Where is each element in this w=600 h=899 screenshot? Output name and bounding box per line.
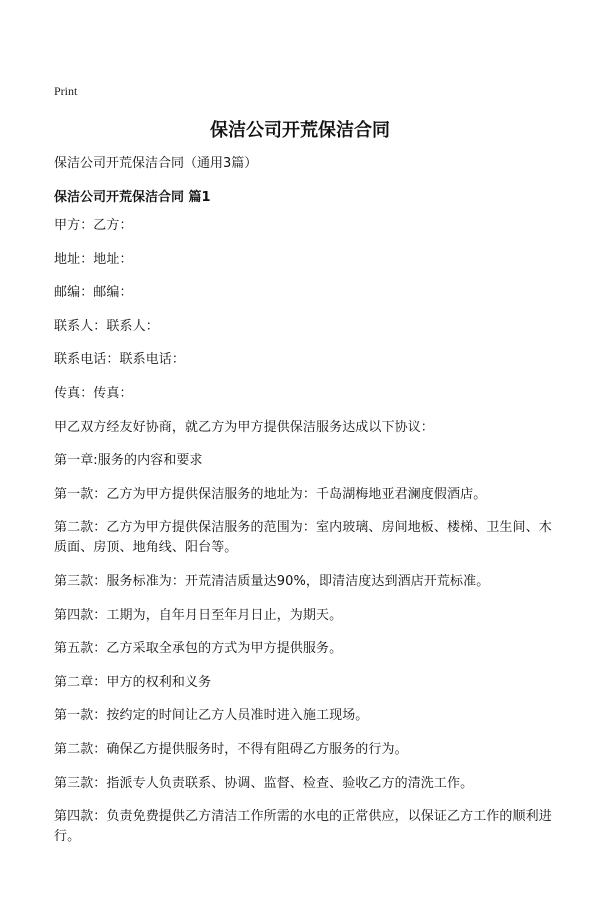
chapter-1-heading: 第一章:服务的内容和要求 [54,453,203,469]
chapter-2-clause-1: 第一款：按约定的时间让乙方人员准时进入施工现场。 [54,708,369,724]
chapter-1-clause-3: 第三款：服务标准为：开荒清洁质量达90%，即清洁度达到酒店开荒标准。 [54,573,490,589]
document-title: 保洁公司开荒保洁合同 [210,120,390,141]
chapter-1-clause-1: 第一款：乙方为甲方提供保洁服务的地址为：千岛湖梅地亚君澜度假酒店。 [54,486,487,502]
postcode-line: 邮编：邮编： [54,285,133,301]
chapter-2-clause-3: 第三款：指派专人负责联系、协调、监督、检查、验收乙方的清洗工作。 [54,775,474,791]
chapter-1-clause-5: 第五款：乙方采取全承包的方式为甲方提供服务。 [54,641,343,657]
chapter-2-clause-2: 第二款：确保乙方提供服务时，不得有阻碍乙方服务的行为。 [54,741,408,757]
address-line: 地址：地址： [54,251,133,267]
chapter-2-clause-4: 第四款：负责免费提供乙方清洁工作所需的水电的正常供应，以保证乙方工作的顺利进行。 [54,809,552,845]
document-subtitle: 保洁公司开荒保洁合同（通用3篇） [54,156,258,171]
print-label[interactable]: Print [54,84,78,98]
contact-line: 联系人：联系人： [54,318,159,334]
chapter-1-clause-2: 第二款：乙方为甲方提供保洁服务的范围为：室内玻璃、房间地板、楼梯、卫生间、木质面、房顶、地角线、阳台等。 [54,520,552,556]
party-line: 甲方：乙方： [54,218,133,233]
contract-body [54,216,552,861]
chapter-1-clause-4: 第四款：工期为，自年月日至年月日止，为期天。 [54,607,343,623]
section-heading: 保洁公司开荒保洁合同 篇1 [54,190,211,205]
agreement-intro: 甲乙双方经友好协商，就乙方为甲方提供保洁服务达成以下协议： [54,419,434,435]
chapter-2-heading: 第二章：甲方的权利和义务 [54,674,212,690]
phone-line: 联系电话：联系电话： [54,352,186,368]
fax-line: 传真：传真： [54,385,133,401]
